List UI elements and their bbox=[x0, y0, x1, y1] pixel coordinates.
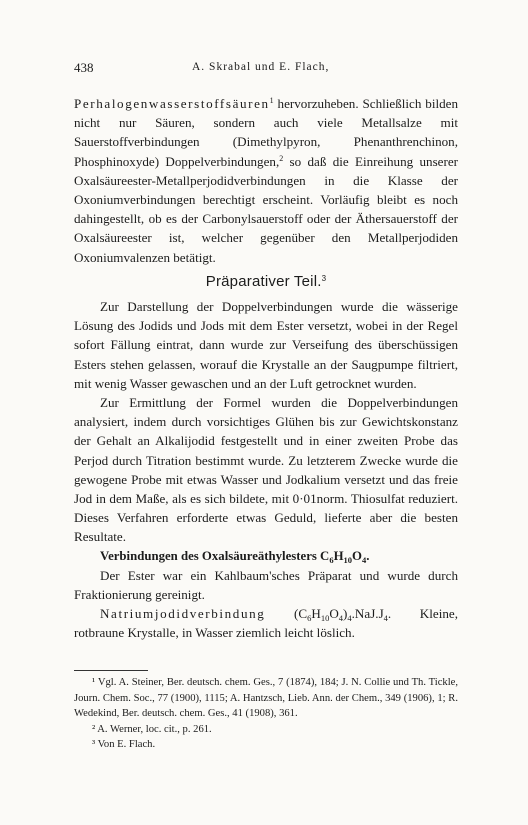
paragraph-5 bbox=[74, 604, 458, 642]
sub-h: 10 bbox=[343, 554, 353, 565]
sub-c: 6 bbox=[329, 554, 334, 565]
footnote-3: ³ Von E. Flach. bbox=[92, 739, 156, 751]
section-title: Präparativer Teil. bbox=[205, 272, 322, 290]
formula-part-d: ) bbox=[343, 606, 348, 622]
page-number: 438 bbox=[74, 60, 94, 75]
formula-sub-2: 10 bbox=[320, 613, 330, 624]
subheading-text: Verbindungen des Oxalsäureäthylesters C bbox=[100, 548, 330, 563]
formula-part-e: .NaJ.J bbox=[351, 606, 384, 622]
formula-sub-1: 6 bbox=[307, 613, 312, 624]
subheading-end: . bbox=[366, 548, 370, 563]
formula-sub-5: 4 bbox=[383, 613, 388, 624]
paragraph-4: Der Ester war ein Kahlbaum'sches Präparat und wurde durch Fraktionierung gereinigt. bbox=[74, 567, 458, 603]
footnote-ref-1: 1 bbox=[269, 96, 274, 105]
running-head: A. Skrabal und E. Flach, bbox=[192, 61, 330, 73]
paragraph-3: Zur Ermittlung der Formel wurden die Doppelverbindungen analysiert, indem durch vorsichtiges Glühen bis zur Gewichtskonstanz der Gehalt an Alkalijodid festgestellt und in einer zweiten Probe das Perjod durch Titration bestimmt wurde. Zu letzterem Zwecke wurde die gewogene Probe mit etwas Wasser und Jodkalium versetzt und das freie Jod in dem Maße, als es sich bildete, mit 0·01norm. Thiosulfat reduziert. Dieses Verfahren erforderte etwas Geduld, lieferte aber die besten Resultate. bbox=[74, 395, 458, 545]
footnote-ref-3: 3 bbox=[321, 273, 327, 283]
footnotes bbox=[74, 675, 458, 753]
paragraph-1 bbox=[74, 94, 458, 267]
sub-h-label: H bbox=[333, 548, 344, 563]
term-natriumjodid: Natriumjodidverbindung bbox=[100, 606, 266, 622]
formula-part-c: O bbox=[329, 606, 339, 622]
body-text bbox=[74, 94, 458, 643]
paragraph-2: Zur Darstellung der Doppelverbindungen wurde die wässerige Lösung des Jodids und Jods mit dem Ester versetzt, wobei in der Regel sofort Fällung eintrat, dann wurde zur Verseifung des überschüssigen Esters stehen gelassen, worauf die Krystalle an der Saugpumpe filtriert, mit wenig Wasser gewaschen und an der Luft getrocknet wurden. bbox=[74, 299, 458, 391]
formula-sub-3: 4 bbox=[338, 613, 344, 624]
paragraph-5-text: . Kleine, rotbraune Krystalle, in Wasser ziemlich leicht löslich. bbox=[74, 606, 458, 641]
formula-sub-4: 4 bbox=[347, 613, 352, 624]
footnote-ref-2: 2 bbox=[279, 153, 284, 163]
page-header bbox=[74, 60, 458, 76]
footnote-1: ¹ Vgl. A. Steiner, Ber. deutsch. chem. Ges., 7 (1874), 184; J. N. Collie und Th. Tickle, Journ. Chem. Soc., 77 (1900), 1115; A. Hantzsch, Lieb. Ann. der Chem., 349 (1906), 1; R. Wedekind, Ber. deutsch. chem. Ges., 41 (1908), 361. bbox=[74, 677, 458, 720]
section-heading bbox=[74, 272, 458, 291]
subheading bbox=[74, 547, 458, 566]
term-perhalogen: Perhalogenwasserstoffsäuren bbox=[74, 96, 270, 111]
sub-o: 4 bbox=[362, 554, 367, 565]
sub-o-label: O bbox=[352, 548, 362, 563]
formula-part-b: H bbox=[311, 606, 321, 622]
paragraph-1-text: hervorzuheben. Schließlich bilden nicht nur Säuren, sondern auch viele Metallsalze mit Sauerstoffverbindungen (Dimethylpyron, Phenanthrenchinon, Phosphinoxyde) Doppelverbindungen, bbox=[74, 96, 458, 169]
footnote-2: ² A. Werner, loc. cit., p. 261. bbox=[92, 723, 212, 735]
paragraph-1-end: so daß die Einreihung unserer Oxalsäureester-Metallperjodidverbindungen in die Klasse der Oxoniumverbindungen berechtigt erscheint. Vorläufig bleibt es noch dahingestellt, ob es der Carbonylsauerstoff oder der Äthersauerstoff der Oxalsäureester ist, welcher gegenüber den Metallperjodiden Oxoniumvalenzen betätigt. bbox=[74, 153, 459, 265]
formula-part-a: (C bbox=[265, 606, 308, 622]
footnote-rule bbox=[74, 670, 148, 671]
